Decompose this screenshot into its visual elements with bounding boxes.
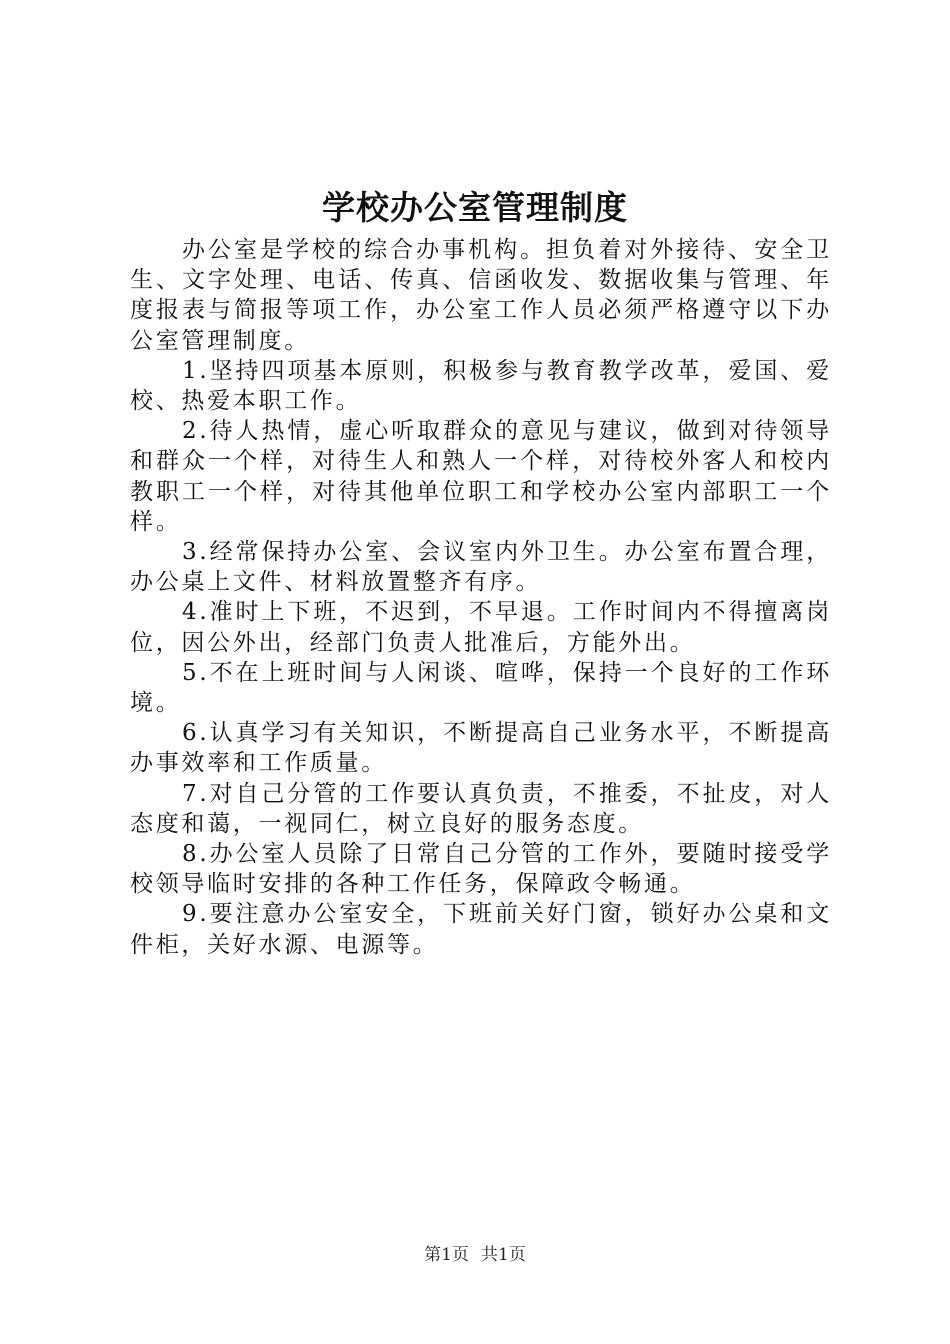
rule-paragraph-6: 6.认真学习有关知识，不断提高自己业务水平，不断提高办事效率和工作质量。 bbox=[130, 720, 832, 777]
rule-paragraph-1: 1.坚持四项基本原则，积极参与教育教学改革，爱国、爱校、热爱本职工作。 bbox=[130, 357, 832, 415]
document-title: 学校办公室管理制度 bbox=[322, 188, 628, 227]
intro-paragraph: 办公室是学校的综合办事机构。担负着对外接待、安全卫生、文字处理、电话、传真、信函收发、数据收集与管理、年度报表与简报等项工作，办公室工作人员必须严格遵守以下办公室管理制度。 bbox=[130, 237, 832, 354]
page-footer bbox=[0, 1244, 950, 1266]
rule-paragraph-9: 9.要注意办公室安全，下班前关好门窗，锁好办公桌和文件柜，关好水源、电源等。 bbox=[130, 901, 832, 958]
rule-paragraph-7: 7.对自己分管的工作要认真负责，不推委，不扯皮，对人态度和蔼，一视同仁，树立良好的服务态度。 bbox=[130, 780, 832, 837]
rule-paragraph-2: 2.待人热情，虚心听取群众的意见与建议，做到对待领导和群众一个样，对待生人和熟人一个样，对待校外客人和校内教职工一个样，对待其他单位职工和学校办公室内部职工一个样。 bbox=[130, 418, 832, 535]
document-body bbox=[130, 235, 832, 960]
rule-paragraph-3: 3.经常保持办公室、会议室内外卫生。办公室布置合理，办公桌上文件、材料放置整齐有序。 bbox=[130, 539, 832, 596]
rule-paragraph-5: 5.不在上班时间与人闲谈、喧哗，保持一个良好的工作环境。 bbox=[130, 659, 832, 717]
rule-paragraph-4: 4.准时上下班，不迟到，不早退。工作时间内不得擅离岗位，因公外出，经部门负责人批准后，方能外出。 bbox=[130, 599, 832, 656]
page-number: 第1页 bbox=[424, 1245, 469, 1265]
rule-paragraph-8: 8.办公室人员除了日常自己分管的工作外，要随时接受学校领导临时安排的各种工作任务，保障政令畅通。 bbox=[130, 841, 832, 898]
page-count: 共1页 bbox=[481, 1245, 526, 1265]
